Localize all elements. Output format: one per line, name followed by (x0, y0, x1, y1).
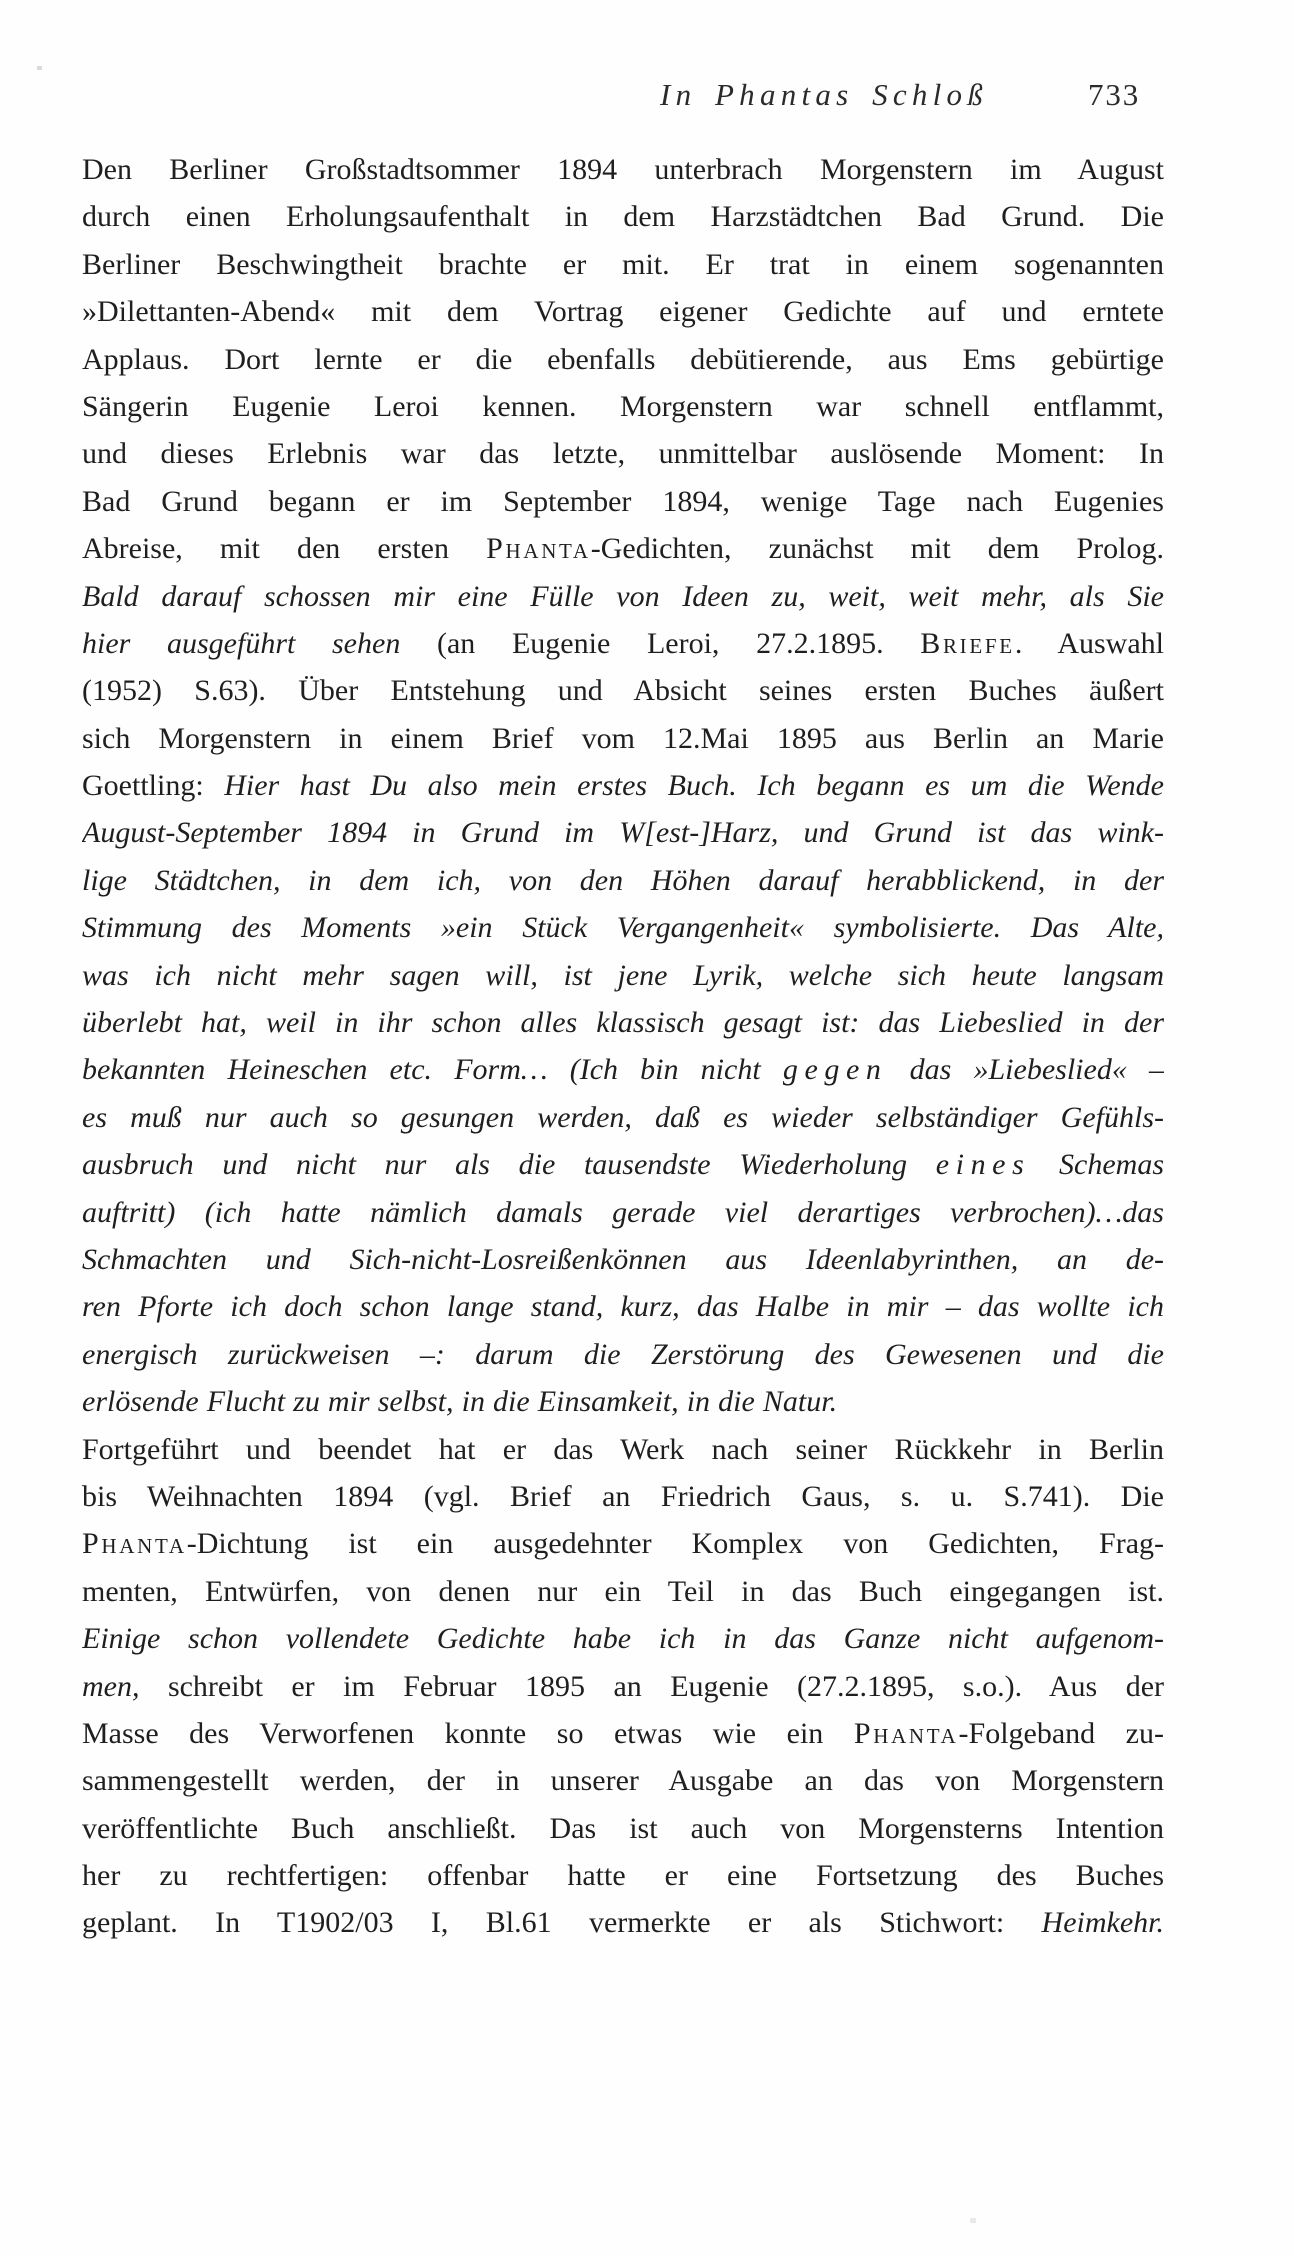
text-segment-italic: August-September 1894 in Grund im W[est-]Harz, und Grund ist das wink- (82, 816, 1164, 850)
text-line (82, 1520, 1164, 1567)
text-line (82, 904, 1164, 951)
text-segment-roman: menten, Entwürfen, von denen nur ein Teil in das Buch eingegangen ist. (82, 1574, 1164, 1608)
text-segment-italic: bekannten Heineschen etc. Form… (Ich bin nicht (82, 1053, 783, 1087)
text-segment-italic: erlösende Flucht zu mir selbst, in die Einsamkeit, in die Natur. (82, 1385, 838, 1419)
text-line (82, 620, 1164, 667)
text-segment-italic: ausbruch und nicht nur als die tausendste Wiederholung (82, 1148, 936, 1182)
text-segment-smallcaps: Phanta (82, 1527, 187, 1561)
text-line (82, 1283, 1164, 1330)
text-segment-roman: sammengestellt werden, der in unserer Ausgabe an das von Morgenstern (82, 1764, 1164, 1798)
text-segment-roman: bis Weihnachten 1894 (vgl. Brief an Friedrich Gaus, s. u. S.741). Die (82, 1479, 1164, 1513)
text-segment-italic: es muß nur auch so gesungen werden, daß es wieder selbständiger Gefühls- (82, 1100, 1164, 1134)
text-segment-italic: was ich nicht mehr sagen will, ist jene Lyrik, welche sich heute langsam (82, 958, 1164, 992)
text-line (82, 1473, 1164, 1520)
text-segment-roman: Applaus. Dort lernte er die ebenfalls debütierende, aus Ems gebürtige (82, 342, 1164, 376)
text-line (82, 288, 1164, 335)
text-line (82, 1094, 1164, 1141)
text-line (82, 383, 1164, 430)
text-segment-italic: Heimkehr. (1041, 1906, 1164, 1940)
text-segment-italic: ren Pforte ich doch schon lange stand, kurz, das Halbe in mir – das wollte ich (82, 1290, 1164, 1324)
text-line (82, 241, 1164, 288)
text-line (82, 1757, 1164, 1804)
text-line (82, 525, 1164, 572)
text-line (82, 1852, 1164, 1899)
text-segment-roman: (1952) S.63). Über Entstehung und Absicht seines ersten Buches äußert (82, 674, 1164, 708)
text-line (82, 1568, 1164, 1615)
text-segment-roman: Fortgeführt und beendet hat er das Werk nach seiner Rückkehr in Berlin (82, 1432, 1164, 1466)
text-segment-roman: Berliner Beschwingtheit brachte er mit. Er trat in einem sogenannten (82, 247, 1164, 281)
text-line (82, 1615, 1164, 1662)
text-segment-italic: hier ausgeführt sehen (82, 626, 437, 660)
text-line (82, 430, 1164, 477)
text-line (82, 1805, 1164, 1852)
text-segment-roman: . Auswahl (1014, 626, 1164, 660)
text-segment-italic: Hier hast Du also mein erstes Buch. Ich begann es um die Wende (224, 769, 1164, 803)
scan-artifact (37, 66, 42, 70)
text-line (82, 1663, 1164, 1710)
text-line (82, 1046, 1164, 1093)
text-segment-smallcaps: Phanta (853, 1716, 959, 1750)
text-line (82, 1378, 1164, 1425)
text-line (82, 809, 1164, 856)
scan-artifact (970, 2218, 976, 2223)
text-segment-italic: das »Liebeslied« – (887, 1053, 1164, 1087)
text-segment-roman: veröffentlichte Buch anschließt. Das ist auch von Morgensterns Intention (82, 1811, 1164, 1845)
text-segment-roman: Masse des Verworfenen konnte so etwas wie ein (82, 1716, 854, 1750)
text-segment-roman: -Gedichten, zunächst mit dem Prolog. (590, 532, 1164, 566)
text-line (82, 336, 1164, 383)
text-segment-roman: Goettling: (82, 769, 225, 803)
text-segment-roman: »Dilettanten-Abend« mit dem Vortrag eigener Gedichte auf und erntete (82, 295, 1164, 329)
text-line (82, 1141, 1164, 1188)
text-segment-roman: durch einen Erholungsaufenthalt in dem Harzstädtchen Bad Grund. Die (82, 200, 1164, 234)
text-segment-italic: Schemas (1030, 1148, 1164, 1182)
text-line (82, 715, 1164, 762)
text-segment-italic: Schmachten und Sich-nicht-Losreißenkönnen aus Ideenlabyrinthen, an de- (82, 1242, 1164, 1276)
text-line (82, 762, 1164, 809)
text-segment-roman: geplant. In T1902/03 I, Bl.61 vermerkte er als Stichwort: (82, 1906, 1042, 1940)
text-segment-roman: -Folgeband zu- (958, 1716, 1164, 1750)
text-line (82, 573, 1164, 620)
text-segment-italic: überlebt hat, weil in ihr schon alles klassisch gesagt ist: das Liebeslied in der (82, 1006, 1164, 1040)
text-line (82, 1710, 1164, 1757)
text-segment-roman: (an Eugenie Leroi, 27.2.1895. (437, 626, 921, 660)
text-segment-italic-spaced: eines (935, 1148, 1031, 1182)
text-line (82, 1899, 1164, 1946)
text-line (82, 478, 1164, 525)
text-segment-roman: Den Berliner Großstadtsommer 1894 unterbrach Morgenstern im August (82, 153, 1164, 186)
text-segment-roman: Sängerin Eugenie Leroi kennen. Morgenstern war schnell entflammt, (82, 389, 1164, 423)
text-line (82, 1236, 1164, 1283)
text-line (82, 857, 1164, 904)
text-segment-italic: Bald darauf schossen mir eine Fülle von Ideen zu, weit, weit mehr, als Sie (82, 579, 1164, 613)
page-number: 733 (1088, 77, 1141, 112)
text-segment-roman: und dieses Erlebnis war das letzte, unmittelbar auslösende Moment: In (82, 437, 1164, 471)
text-segment-italic: Stimmung des Moments »ein Stück Vergangenheit« symbolisierte. Das Alte, (82, 911, 1164, 945)
text-segment-smallcaps: Briefe (920, 626, 1015, 660)
text-segment-italic-spaced: gegen (782, 1053, 888, 1087)
text-segment-italic: Einige schon vollendete Gedichte habe ich in das Ganze nicht aufgenom- (82, 1622, 1164, 1656)
text-segment-roman: her zu rechtfertigen: offenbar hatte er eine Fortsetzung des Buches (82, 1859, 1164, 1893)
text-segment-roman: Abreise, mit den ersten (82, 532, 487, 566)
text-segment-roman: sich Morgenstern in einem Brief vom 12.Mai 1895 aus Berlin an Marie (82, 721, 1164, 755)
text-line (82, 193, 1164, 240)
text-line (82, 667, 1164, 714)
text-segment-italic: lige Städtchen, in dem ich, von den Höhen darauf herabblickend, in der (82, 863, 1164, 897)
page-text (82, 146, 1164, 1947)
text-segment-smallcaps: Phanta (486, 532, 591, 566)
text-segment-italic: energisch zurückweisen –: darum die Zerstörung des Gewesenen und die (82, 1337, 1164, 1371)
text-segment-roman: Bad Grund begann er im September 1894, wenige Tage nach Eugenies (82, 484, 1164, 518)
text-segment-roman: -Dichtung ist ein ausgedehnter Komplex von Gedichten, Frag- (186, 1527, 1164, 1561)
text-segment-roman: schreibt er im Februar 1895 an Eugenie (27.2.1895, s.o.). Aus der (139, 1669, 1164, 1703)
running-head-title: In Phantas Schloß (660, 77, 989, 112)
text-segment-italic: auftritt) (ich hatte nämlich damals gerade viel derartiges verbrochen)…das (82, 1195, 1164, 1229)
text-line (82, 1426, 1164, 1473)
text-line (82, 146, 1164, 193)
text-line (82, 952, 1164, 999)
text-line (82, 1331, 1164, 1378)
text-line (82, 999, 1164, 1046)
text-line (82, 1189, 1164, 1236)
text-segment-italic: men, (82, 1669, 140, 1703)
